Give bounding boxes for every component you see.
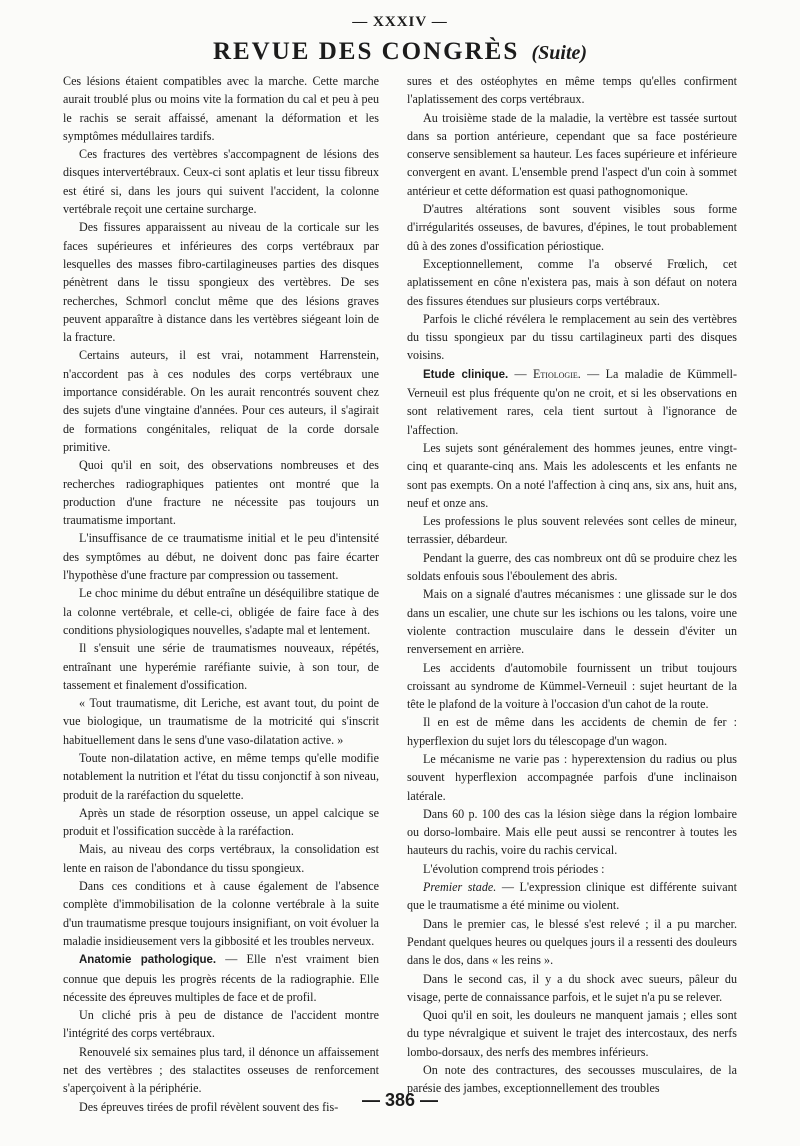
paragraph-text: — Elle n'est vraiment bien connue que depuis les progrès récents de la radiographie. Elle nécessite des épreuves multiples de face et de profil. <box>63 952 379 1004</box>
paragraph: Quoi qu'il en soit, les douleurs ne manquent jamais ; elles sont du type névralgique et suivent le trajet des intercostaux, des nerfs lombo-dorsaux, des nerfs des membres inférieurs. <box>407 1008 737 1059</box>
stage-heading: Premier stade. <box>423 880 497 895</box>
paragraph: Quoi qu'il en soit, des observations nombreuses et des recherches radiographiques patientes ont montré que la production d'une fracture ne nécessite pas toujours un traumatisme important. <box>63 458 379 528</box>
paragraph: Certains auteurs, il est vrai, notamment Harrenstein, n'accordent pas à ces nodules des corps vertébraux une importance considérable. On les aurait rencontrés souvent chez des sujets d'une vingtaine d'années. Pour ces auteurs, il s'agirait de formations congénitales, reliquat de la corde dorsale primitive. <box>63 348 379 454</box>
paragraph: « Tout traumatisme, dit Leriche, est avant tout, du point de vue biologique, un traumatisme de la motricité qui s'inscrit habituellement dans le sens d'une vaso-dilatation active. » <box>63 696 379 747</box>
paragraph: Au troisième stade de la maladie, la vertèbre est tassée surtout dans sa portion antérieure, cependant que sa face postérieure conserve sensiblement sa hauteur. Les faces supérieure et inférieure convergent en avant. L'ensemble prend l'aspect d'un coin à sommet antérieur et cette déformation est quasi pathognomonique. <box>407 110 737 198</box>
section-heading: Anatomie pathologique. <box>79 954 217 967</box>
paragraph: Il en est de même dans les accidents de chemin de fer : hyperflexion du sujet lors du télescopage d'un wagon. <box>407 715 737 748</box>
paragraph: Toute non-dilatation active, en même temps qu'elle modifie notablement la nutrition et l'état du tissu conjonctif à son niveau, produit de la raréfaction du squelette. <box>63 750 379 802</box>
paragraph: Renouvelé six semaines plus tard, il dénonce un affaissement net des vertèbres ; des stalactites osseuses de renforcement s'aperçoivent à la périphérie. <box>63 1044 379 1096</box>
paragraph: Il s'ensuit une série de traumatismes nouveaux, répétés, entraînant une hyperémie raréfiante suivie, à son tour, de tassement et finalement d'ossification. <box>63 641 379 692</box>
paragraph: Dans le second cas, il y a du shock avec sueurs, pâleur du visage, perte de connaissance parfois, et le sujet n'a pu se relever. <box>407 971 737 1004</box>
subsection-heading: — Etiologie. <box>508 366 581 381</box>
paragraph: Pendant la guerre, des cas nombreux ont dû se produire chez les soldats enfouis sous l'éboulement des abris. <box>407 550 737 584</box>
paragraph: Le mécanisme ne varie pas : hyperextension du radius ou plus souvent hyperflexion accompagnée parfois d'une inclinaison latérale. <box>407 751 737 803</box>
page-title <box>0 38 800 66</box>
paragraph: Les accidents d'automobile fournissent un tribut toujours croissant au syndrome de Kümmel-Verneuil : sujet heurtant de la tête le plafond de la voiture à l'occasion d'un cahot de la route. <box>407 660 737 712</box>
paragraph: Mais on a signalé d'autres mécanismes : une glissade sur le dos dans un escalier, une chute sur les ischions ou les talons, voire une violente contraction musculaire dans le dessein d'éviter un renversement en arrière. <box>407 587 737 657</box>
paragraph-text: — L'expression clinique est différente suivant que le traumatisme a été minime ou violent. <box>407 880 737 913</box>
paragraph: Dans le premier cas, le blessé s'est relevé ; il a pu marcher. Pendant quelques heures ou quelques jours il a ressenti des douleurs dans le dos, dans « les reins ». <box>407 916 737 968</box>
paragraph: Le choc minime du début entraîne un déséquilibre statique de la colonne vertébrale, et celle-ci, obligée de faire face à des conditions physiologiques nouvelles, s'adapte mal et lentement. <box>63 586 379 637</box>
paragraph: Dans 60 p. 100 des cas la lésion siège dans la région lombaire ou dorso-lombaire. Mais elle peut aussi se rencontrer à toutes les hauteurs du rachis, voire du rachis cervical. <box>407 806 737 858</box>
paragraph: Des fissures apparaissent au niveau de la corticale sur les faces supérieures et inférieures des corps vertébraux par lesquelles des masses fibro-cartilagineuses parties des disques pénètrent dans le tissu spongieux des vertèbres. De ses recherches, Schmorl conclut même que des lésions graves peuvent apparaître à distance dans les vertèbres siégeant loin de la fracture. <box>63 220 379 345</box>
paragraph: On note des contractures, des secousses musculaires, de la parésie des jambes, exceptionnellement des troubles <box>407 1063 737 1096</box>
title-suite: (Suite) <box>531 42 588 64</box>
roman-page-number: — XXXIV — <box>352 14 448 30</box>
page-number: — 386 — <box>361 1090 439 1110</box>
paragraph: Mais, au niveau des corps vertébraux, la consolidation est lente en raison de l'abondance du tissu spongieux. <box>63 842 379 875</box>
paragraph-text: — La maladie de Kümmell-Verneuil est plus fréquente qu'on ne croit, et si les observations en sont relativement rares, cela tient surtout à l'ignorance de l'affection. <box>407 366 737 437</box>
paragraph: Dans ces conditions et à cause également de l'absence complète d'immobilisation de la colonne vertébrale à la suite d'un traumatisme presque toujours insignifiant, on voit évoluer la maladie insidieusement vers la gibbosité et les troubles nerveux. <box>63 879 379 948</box>
section-heading: Etude clinique. <box>423 368 509 381</box>
paragraph: Les professions le plus souvent relevées sont celles de mineur, terrassier, débardeur. <box>407 514 737 547</box>
paragraph <box>407 365 737 439</box>
paragraph: Parfois le cliché révélera le remplacement au sein des vertèbres du tissu spongieux par du tissu cartilagineux parti des disques voisins. <box>407 311 737 363</box>
title-text: REVUE DES CONGRÈS <box>212 38 520 65</box>
left-column <box>63 72 379 1116</box>
right-column <box>407 72 737 1098</box>
paragraph: Des épreuves tirées de profil révèlent souvent des fis- <box>79 1099 339 1114</box>
paragraph: Les sujets sont généralement des hommes jeunes, entre vingt-cinq et quarante-cinq ans. Mais les adolescents et les enfants ne sont pas exempts. On a noté l'affection à cinq ans, six ans, huit ans, neuf et onze ans. <box>407 440 737 510</box>
paragraph: sures et des ostéophytes en même temps qu'elles confirment l'aplatissement des corps vertébraux. <box>407 74 737 107</box>
paragraph: D'autres altérations sont souvent visibles sous forme d'irrégularités osseuses, de bavures, d'épines, le tout probablement dû à des zones d'ossification périostique. <box>407 202 737 253</box>
paragraph: L'évolution comprend trois périodes : <box>423 861 605 876</box>
paragraph: Ces lésions étaient compatibles avec la marche. Cette marche aurait troublé plus ou moins vite la formation du cal et peu à peu le rachis se serait affaissé, amenant la déformation et les symptômes médullaires tardifs. <box>63 74 379 143</box>
paragraph <box>63 950 379 1006</box>
paragraph <box>407 878 737 915</box>
paragraph: Un cliché pris à peu de distance de l'accident montre l'intégrité des corps vertébraux. <box>63 1008 379 1041</box>
paragraph: Exceptionnellement, comme l'a observé Frœlich, cet aplatissement en cône n'existera pas, mais à son défaut on notera des fissures étendues sur plusieurs corps vertébraux. <box>407 256 737 308</box>
paragraph: Après un stade de résorption osseuse, un appel calcique se produit et l'ossification succède à la raréfaction. <box>63 805 379 839</box>
paragraph: L'insuffisance de ce traumatisme initial et le peu d'intensité des symptômes au début, ne doivent donc pas faire écarter l'hypothèse d'une fracture par compression ou tassement. <box>63 531 379 583</box>
paragraph: Ces fractures des vertèbres s'accompagnent de lésions des disques intervertébraux. Ceux-ci sont aplatis et leur tissu fibreux est étiré si, dans les jours qui suivent l'accident, la colonne vertébrale reçoit une certaine surcharge. <box>63 147 379 217</box>
